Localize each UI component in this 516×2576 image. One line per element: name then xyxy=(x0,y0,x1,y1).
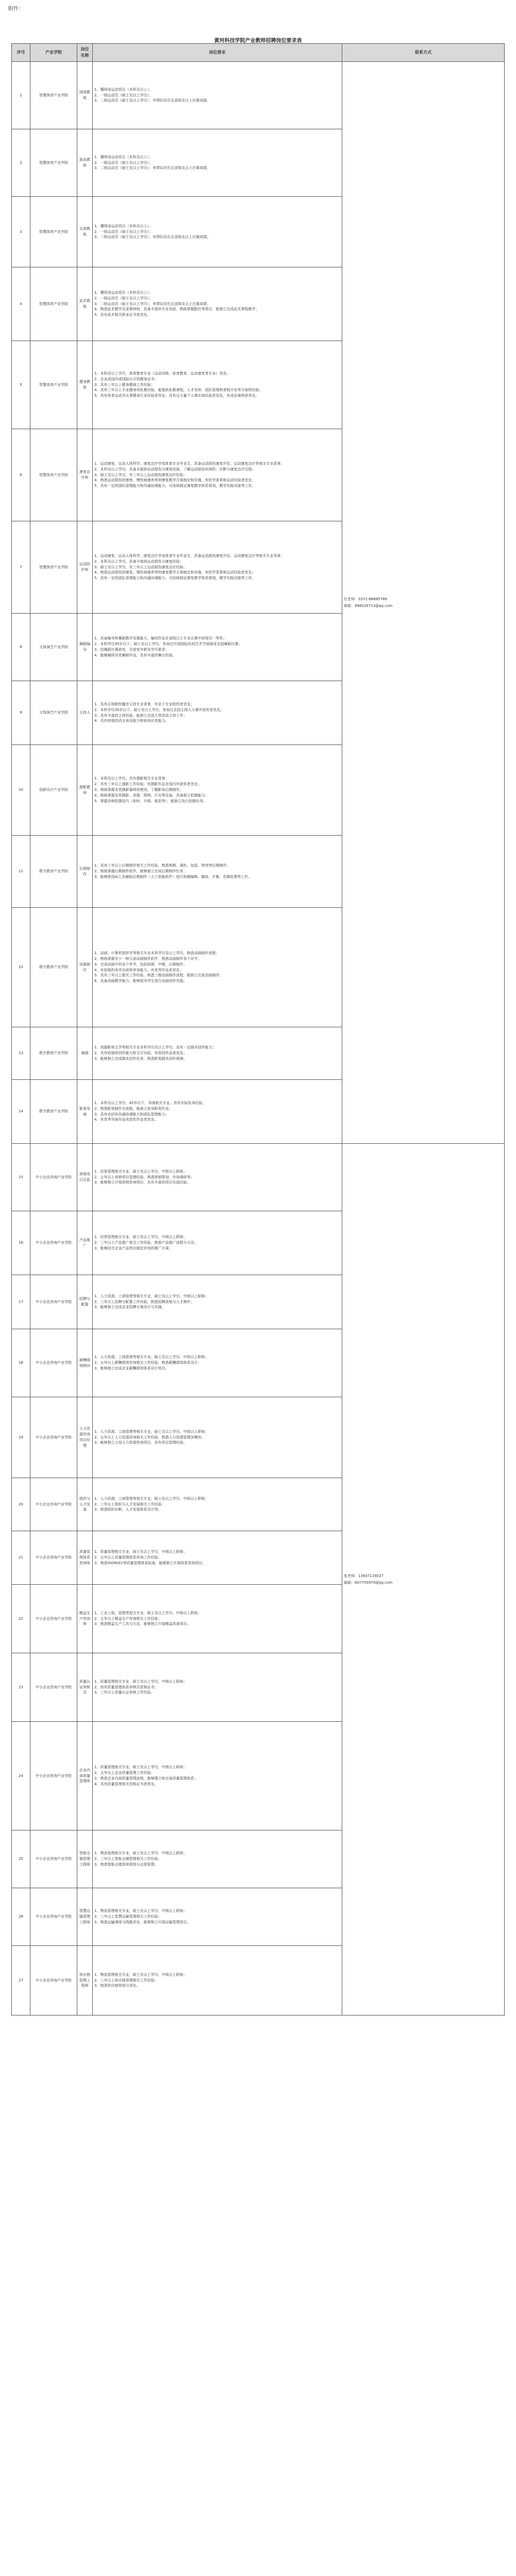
row-seq: 9 xyxy=(12,681,30,745)
row-position-text: 薪酬绩效顾问 xyxy=(79,1358,90,1368)
requirement-line: 1．人力资源、工商管理等相关专业，硕士及以上学历，中级以上职称； xyxy=(94,1429,209,1434)
requirement-line: 3．熟悉智能仓储系统规划与运营管理。 xyxy=(94,1862,158,1867)
requirement-line: 3．二级运动员（硕士及以上学历），有带队经历且省级及以上比赛成绩； xyxy=(94,301,210,306)
requirement-line: 2．本科学历35岁以下，硕士及以上学历，参加过全国主持人大赛并获奖者优先； xyxy=(94,707,224,712)
requirement-line: 2．一级运动员（硕士及以上学历）； xyxy=(94,229,153,234)
row-position xyxy=(77,1653,93,1722)
table-row xyxy=(12,62,505,129)
requirement-line: 4．熟练掌握各类摄影、录像、照明、灯光等设备，具备独立拍摄能力； xyxy=(94,793,209,798)
requirement-line: 2．五年以上薪酬绩效咨询相关工作经验，熟悉薪酬绩效体系设计； xyxy=(94,1361,202,1365)
row-requirements xyxy=(93,836,342,908)
row-position-text: 网球教练 xyxy=(79,90,90,100)
requirement-line: 6．具备动画教学能力，能够指导学生进行动画创作实践。 xyxy=(94,979,187,984)
row-college: 中小企业咨询产业学院 xyxy=(30,1831,77,1888)
row-requirements xyxy=(93,1653,342,1722)
row-seq: 12 xyxy=(12,908,30,1027)
row-requirements xyxy=(93,1831,342,1888)
row-seq: 7 xyxy=(12,521,30,614)
row-position xyxy=(77,1211,93,1275)
header-requirements: 岗位要求 xyxy=(93,44,342,62)
row-position xyxy=(77,521,93,614)
row-position xyxy=(77,745,93,836)
requirement-line: 1．经营管理相关专业，硕士及以上学历，中级以上职称； xyxy=(94,1235,187,1240)
row-position-text: 运动防护师 xyxy=(79,562,90,572)
row-college: 中小企业咨询产业学院 xyxy=(30,1478,77,1531)
row-position-text: 人力资源咨询项目经理 xyxy=(79,1427,90,1448)
requirement-line: 1．人力资源、工商管理等相关专业，硕士及以上学历，中级以上职称； xyxy=(94,1355,209,1360)
row-requirements xyxy=(93,1329,342,1397)
requirement-line: 2．三年以上智能仓储管理相关工作经验； xyxy=(94,1857,162,1861)
row-position-text: 质量认证审核员 xyxy=(79,1679,90,1695)
requirement-line: 3．能够独立主持人力资源咨询项目，具有项目管理经验。 xyxy=(94,1440,187,1445)
row-seq: 3 xyxy=(12,197,30,267)
requirement-line: 2．三年以上组织与人才发展相关工作经验； xyxy=(94,1502,165,1506)
requirement-line: 1．本科及以上学历，具有摄影相关专业背景； xyxy=(94,776,169,781)
row-position-text: 组织与人才发展 xyxy=(79,1496,90,1512)
row-position-text: 招聘与配置 xyxy=(79,1297,90,1307)
requirement-line: 2．具有三年以上摄影工作经验，有摄影作品在国内外获奖者优先； xyxy=(94,782,202,787)
row-college: 中小企业咨询产业学院 xyxy=(30,1329,77,1397)
requirement-line: 3．二级运动员（硕士及以上学历），有带队经历且省级及以上比赛成绩。 xyxy=(94,98,210,103)
row-requirements xyxy=(93,429,342,521)
contact-cell xyxy=(342,62,505,1144)
requirement-line: 2．五年以上精益生产咨询相关工作经验； xyxy=(94,1616,162,1621)
row-requirements xyxy=(93,521,342,614)
requirement-line: 3．完成动画中的各个环节，包括前期、中期、后期制作； xyxy=(94,962,187,967)
row-college: 创新设计产业学院 xyxy=(30,745,77,836)
row-college: 智慧体育产业学院 xyxy=(30,129,77,197)
row-position xyxy=(77,1329,93,1397)
row-position xyxy=(77,197,93,267)
row-requirements xyxy=(93,1722,342,1831)
requirement-line: 3．硕士及以上学历，有三年以上运动损伤康复治疗经验； xyxy=(94,565,187,569)
requirement-line: 2．五年以上质量管理体系咨询工作经验； xyxy=(94,1555,162,1560)
requirement-line: 1．运动康复、运动人体科学、康复治疗学或体育专业毕业生，具备运动损伤康复评估、运动康复治疗等相关专业背景； xyxy=(94,461,285,466)
row-position xyxy=(77,341,93,429)
row-position-text: 智慧运输管理工程师 xyxy=(79,1909,90,1924)
row-college: 智慧体育产业学院 xyxy=(30,429,77,521)
requirement-line: 3．熟悉运输调度与线路优化，能够独立开展运输管理项目。 xyxy=(94,1920,191,1924)
requirement-line: 3．熟悉精益生产工具与方法，能够独立开展精益改善项目。 xyxy=(94,1622,191,1626)
row-requirements xyxy=(93,341,342,429)
row-position xyxy=(77,1585,93,1653)
row-seq: 13 xyxy=(12,1027,30,1080)
requirement-line: 1．本科及以上学历，45岁以下，导演相关专业，具有实际执导经验； xyxy=(94,1100,206,1105)
row-position xyxy=(77,1144,93,1211)
row-requirements xyxy=(93,1585,342,1653)
requirement-line: 1．动画、计算机图形学等相关专业本科学历及以上学历，熟悉动画制作流程； xyxy=(94,951,220,955)
requirement-line: 3．能够使用AI工具辅助后期制作（人工智能软件）进行视频编辑、播放、字幕、音频处理等工作。 xyxy=(94,874,252,879)
contact-cell xyxy=(342,1144,505,2015)
requirement-line: 1．人力资源、工商管理等相关专业，硕士及以上学历，中级以上职称； xyxy=(94,1294,209,1298)
requirement-line: 3．二级运动员（硕士及以上学历），有带队经历且省级及以上比赛成绩。 xyxy=(94,166,210,171)
row-seq: 14 xyxy=(12,1080,30,1144)
requirement-line: 5．具有体育运动员从事健身行业经验者优先；具有过大量个人课实战经验者优先，有成功案例者优先。 xyxy=(94,394,259,398)
requirement-line: 2．一级运动员（硕士及以上学历）； xyxy=(94,93,153,97)
requirement-line: 5．具有一定的团队管理能力和沟通协调能力，可协助制定康复教学体系规划，教学实践对接等工作。 xyxy=(94,576,256,581)
row-position xyxy=(77,1397,93,1478)
row-college: 智慧体育产业学院 xyxy=(30,62,77,129)
row-requirements xyxy=(93,908,342,1027)
requirement-line: 1．运动康复、运动人体科学、康复治疗学或体育专业毕业生，具备运动损伤康复评估、运动康复治疗等相关专业背景； xyxy=(94,553,285,558)
requirement-line: 2．五年以上人力资源咨询相关工作经验，熟悉人力资源管理各模块； xyxy=(94,1435,205,1439)
row-position xyxy=(77,1531,93,1585)
row-college: 中小企业咨询产业学院 xyxy=(30,1397,77,1478)
row-position-text: 供应链管理工程师 xyxy=(79,1972,90,1988)
requirement-line: 3．能够独立完成剧本创作任务，熟悉影视剧本创作规律。 xyxy=(94,1056,187,1061)
row-college: 智慧体育产业学院 xyxy=(30,197,77,267)
row-seq: 23 xyxy=(12,1653,30,1722)
requirement-line: 3．三年以上质量认证审核工作经验。 xyxy=(94,1690,155,1695)
header-college: 产业学院 xyxy=(30,44,77,62)
requirement-line: 4．熟悉运动损伤的康复、慢性病康养等的康复教学方案制定和实施，有医学背景和运动经验者优先； xyxy=(94,570,256,575)
requirement-line: 2．一级运动员（硕士及以上学历）； xyxy=(94,160,153,165)
row-requirements xyxy=(93,1080,342,1144)
requirement-line: 1．质量管理相关专业，硕士及以上学历，中级以上职称； xyxy=(94,1765,187,1770)
requirement-line: 2．本科及以上学历，具备丰富的运动损伤与康复经验，了解运动损伤的预防、诊断与康复治疗过程； xyxy=(94,467,256,471)
attachment-label: 附件： xyxy=(8,6,24,12)
requirement-line: 2．三年以上招聘与配置工作经验，熟悉招聘流程与人才测评； xyxy=(94,1299,194,1304)
requirement-line: 2．三年以上产品推广相关工作经验，熟悉产品推广流程与方法； xyxy=(94,1241,198,1245)
requirement-line: 3．具有丰富的主持经验，能独立完成大型活动主持工作； xyxy=(94,713,187,718)
row-requirements xyxy=(93,267,342,341)
requirement-line: 2．一级运动员（硕士及以上学历）； xyxy=(94,296,153,300)
row-college: 中小企业咨询产业学院 xyxy=(30,1275,77,1329)
row-position-text: 摄影教师 xyxy=(79,785,90,795)
row-position-text: 康复治疗师 xyxy=(79,470,90,480)
row-college: 中小企业咨询产业学院 xyxy=(30,1585,77,1653)
requirement-line: 2．熟练掌握后期制作软件，能够独立完成后期制作任务； xyxy=(94,869,187,874)
row-college: 中小企业咨询产业学院 xyxy=(30,1211,77,1275)
row-college: 文体演艺产业学院 xyxy=(30,614,77,681)
requirement-line: 2．本科学历35岁以下，硕士及以上学历，参加过中国国际民间艺术节展演或全国舞蹈比赛； xyxy=(94,642,242,647)
requirement-line: 3．熟悉组织诊断、人才发展体系设计等。 xyxy=(94,1507,162,1512)
requirement-line: 3．具有良好的沟通协调能力和团队管理能力； xyxy=(94,1112,169,1116)
row-seq: 24 xyxy=(12,1722,30,1831)
requirement-line: 1．具备编导和舞蹈教学双重能力，编创作品在省级以上专业比赛中获得过一等奖； xyxy=(94,636,227,641)
requirement-line: 1．具有正规院校播音主持专业背景，毕业于专业院校者优先； xyxy=(94,702,194,706)
requirement-line: 2．企业或国内或国际认可的健身证书； xyxy=(94,377,158,381)
row-position-text: 影视导演 xyxy=(79,1106,90,1116)
requirement-line: 2．持有质量管理体系审核员资格证书； xyxy=(94,1685,158,1689)
requirement-line: 4．熟悉武术教学及竞赛规则，具备丰富的专业功底，熟练掌握散打等项目，能独立完成武术课程教学； xyxy=(94,307,259,312)
row-requirements xyxy=(93,1946,342,2015)
row-seq: 8 xyxy=(12,614,30,681)
contact-phone: 张老师：13937119027 xyxy=(344,1573,384,1578)
row-seq: 22 xyxy=(12,1585,30,1653)
requirement-line: 1．经营管理相关专业，硕士及以上学历，中级以上职称； xyxy=(94,1169,187,1174)
requirement-line: 1．懂得该运动项目（本科及以上）； xyxy=(94,155,153,159)
row-position-text: 游泳教练 xyxy=(79,158,90,167)
requirement-line: 3．因舞蹈比赛获奖，可放宽年龄及学历要求； xyxy=(94,648,169,652)
contact-email[interactable]: 邮箱：898029713@qq.com xyxy=(344,603,393,608)
row-seq: 5 xyxy=(12,341,30,429)
contact-email[interactable]: 邮箱：807755970@qq.com xyxy=(344,1580,393,1585)
table-row xyxy=(12,1144,505,1211)
requirement-line: 4．具有三年以上专业健身房私教经验，能提供私教课程，人才培养，团队管理和课程开发等方面的经验； xyxy=(94,388,263,393)
row-position-text: 主持人 xyxy=(79,710,90,715)
requirement-line: 1．质量管理相关专业，硕士及以上学历，中级以上职称； xyxy=(94,1550,187,1554)
row-seq: 15 xyxy=(12,1144,30,1211)
requirement-line: 2．五年以上营销项目管理经验，熟悉营销策划、市场调研等； xyxy=(94,1175,194,1179)
row-requirements xyxy=(93,1211,342,1275)
requirement-line: 1．物流管理相关专业，硕士及以上学历，中级以上职称； xyxy=(94,1972,187,1977)
row-position-text: 编剧 xyxy=(81,1051,89,1056)
row-seq: 21 xyxy=(12,1531,30,1585)
row-college: 智慧体育产业学院 xyxy=(30,521,77,614)
row-position-text: 舞蹈编导 xyxy=(79,642,90,652)
row-position xyxy=(77,1831,93,1888)
requirement-line: 1．懂得该运动项目（本科及以上）； xyxy=(94,290,153,295)
requirement-line: 1．人力资源、工商管理等相关专业，硕士及以上学历，中级以上职称； xyxy=(94,1496,209,1501)
row-requirements xyxy=(93,197,342,267)
requirement-line: 2．三年以上智慧运输管理相关工作经验； xyxy=(94,1914,162,1919)
requirement-line: 1．工业工程、管理类相关专业，硕士及以上学历，中级以上职称； xyxy=(94,1611,202,1615)
requirement-line: 1．戏剧影视文学等相关专业本科学历及以上学历，具有一定剧本创作能力； xyxy=(94,1045,216,1050)
requirement-line: 1．本科及以上学历，体育教育专业（运动训练、体育教育、运动康复等专业）优先； xyxy=(94,371,230,376)
row-seq: 10 xyxy=(12,745,30,836)
row-position-text: 产品推广 xyxy=(79,1238,90,1248)
row-position xyxy=(77,267,93,341)
row-position xyxy=(77,1027,93,1080)
row-college: 数字教育产业学院 xyxy=(30,1080,77,1144)
requirement-line: 1．质量管理相关专业，硕士及以上学历，中级以上职称； xyxy=(94,1679,187,1684)
row-position xyxy=(77,614,93,681)
row-seq: 26 xyxy=(12,1888,30,1946)
requirement-line: 5．具有一定的团队管理能力和沟通协调能力，可协助制定康复教学体系规划，教学实践对接等工作。 xyxy=(94,484,256,488)
row-college: 中小企业咨询产业学院 xyxy=(30,1531,77,1585)
row-seq: 20 xyxy=(12,1478,30,1531)
requirement-line: 3．熟悉企业内部质量管理流程，能够建立和完善质量管理体系； xyxy=(94,1776,198,1781)
requirement-line: 2．熟悉影视制作全流程，能独立执导影视作品； xyxy=(94,1106,173,1111)
header-position: 岗位名称 xyxy=(77,44,93,62)
row-college: 中小企业咨询产业学院 xyxy=(30,1653,77,1722)
requirement-line: 3．能够独立开展营销咨询项目，具有丰富的项目实战经验。 xyxy=(94,1180,191,1185)
requirement-line: 3．能够独立完成企业薪酬绩效体系设计项目。 xyxy=(94,1366,169,1370)
row-position xyxy=(77,1275,93,1329)
row-requirements xyxy=(93,1397,342,1478)
requirement-line: 1．懂得该运动项目（本科及以上）； xyxy=(94,224,153,228)
requirement-line: 3．熟悉ISO9001等质量管理体系标准，能够独立开展体系咨询项目。 xyxy=(94,1561,206,1565)
row-position-text: 企业内部质量管理师 xyxy=(79,1768,90,1784)
row-position-text: 武术教练 xyxy=(79,299,90,309)
contact-block xyxy=(344,1573,503,1586)
row-requirements xyxy=(93,681,342,745)
row-seq: 17 xyxy=(12,1275,30,1329)
row-position xyxy=(77,908,93,1027)
requirement-line: 3．二级运动员（硕士及以上学历），有带队经历且省级及以上比赛成绩。 xyxy=(94,235,210,240)
requirement-line: 1．懂得该运动项目（本科及以上）； xyxy=(94,87,153,92)
row-position-text: 足球教练 xyxy=(79,227,90,236)
requirement-line: 3．熟悉供应链规划与优化。 xyxy=(94,1984,140,1988)
row-seq: 18 xyxy=(12,1329,30,1397)
row-position xyxy=(77,1888,93,1946)
row-college: 文体演艺产业学院 xyxy=(30,681,77,745)
row-position xyxy=(77,1478,93,1531)
requirement-line: 2．本科及以上学历，具备丰富的运动损伤与康复经验； xyxy=(94,559,184,564)
table-header-row xyxy=(12,44,505,62)
requirement-line: 5．具有武术相关职业证书者优先。 xyxy=(94,313,151,317)
requirement-line: 5．掌握各种拍摄技巧（如时、升格、航拍等），能独立执行拍摄任务。 xyxy=(94,799,207,803)
table-body xyxy=(12,62,505,2015)
row-requirements xyxy=(93,1531,342,1585)
requirement-line: 1．具有三年以上后期制作相关工作经验，熟悉剪辑、调色、包装、特效等后期制作； xyxy=(94,863,230,868)
row-requirements xyxy=(93,129,342,197)
document-title: 黄河科技学院产业教师招聘岗位要求表 xyxy=(214,38,302,44)
row-position xyxy=(77,1080,93,1144)
row-seq: 4 xyxy=(12,267,30,341)
row-position-text: 后期制作 xyxy=(79,866,90,876)
row-requirements xyxy=(93,745,342,836)
row-seq: 2 xyxy=(12,129,30,197)
row-position-text: 健身教练 xyxy=(79,380,90,389)
row-position xyxy=(77,62,93,129)
row-college: 中小企业咨询产业学院 xyxy=(30,1722,77,1831)
requirement-line: 4．具有质量管理相关资格证书者优先。 xyxy=(94,1782,158,1786)
requirement-line: 3．熟练掌握各类摄影器材的使用，了解影视后期制作； xyxy=(94,788,184,792)
row-position xyxy=(77,1946,93,2015)
row-seq: 19 xyxy=(12,1397,30,1478)
contact-phone: 任老师：0371-88885788 xyxy=(344,597,387,601)
row-requirements xyxy=(93,614,342,681)
row-seq: 27 xyxy=(12,1946,30,2015)
row-position-text: 动画制作 xyxy=(79,962,90,972)
row-requirements xyxy=(93,1275,342,1329)
row-position xyxy=(77,129,93,197)
requirement-line: 2．熟练掌握至少一种主流动画制作软件，熟悉动画制作各个环节； xyxy=(94,956,202,961)
row-college: 智慧体育产业学院 xyxy=(30,341,77,429)
row-position-text: 质量管理体系咨询师 xyxy=(79,1550,90,1565)
row-seq: 11 xyxy=(12,836,30,908)
header-contact: 联系方式 xyxy=(342,44,505,62)
row-college: 数字教育产业学院 xyxy=(30,1027,77,1080)
row-requirements xyxy=(93,1478,342,1531)
requirement-line: 4．熟悉运动损伤的康复、慢性病康养等的康复教学方案制定和实施，有医学背景和运动经验者优先； xyxy=(94,478,256,483)
row-seq: 1 xyxy=(12,62,30,129)
requirement-line: 1．物流管理相关专业，硕士及以上学历，中级以上职称； xyxy=(94,1851,187,1856)
row-requirements xyxy=(93,1888,342,1946)
requirement-line: 4．有优秀导演作品或获奖作品者优先。 xyxy=(94,1117,158,1122)
requirement-line: 4．能够编排各类舞蹈作品，具有丰富的舞台经验。 xyxy=(94,653,176,657)
row-position-text: 精益生产咨询师 xyxy=(79,1611,90,1626)
row-college: 中小企业咨询产业学院 xyxy=(30,1888,77,1946)
requirement-line: 3．能够独立完成企业招聘方案设计与实施。 xyxy=(94,1305,165,1310)
row-position xyxy=(77,836,93,908)
row-college: 中小企业咨询产业学院 xyxy=(30,1946,77,2015)
row-college: 数字教育产业学院 xyxy=(30,908,77,1027)
row-position xyxy=(77,681,93,745)
row-seq: 16 xyxy=(12,1211,30,1275)
requirement-line: 2．五年以上企业质量管理工作经验； xyxy=(94,1771,155,1775)
row-position-text: 智能仓储管理工程师 xyxy=(79,1851,90,1867)
requirement-line: 2．具有较强的创作能力和文字功底，有原创作品者优先； xyxy=(94,1051,187,1056)
requirement-line: 1．物流管理相关专业，硕士及以上学历，中级以上职称； xyxy=(94,1909,187,1913)
requirement-line: 4．有较强的美术功底和审美能力，有优秀作品者优先； xyxy=(94,968,184,972)
requirement-line: 2．三年以上供应链管理相关工作经验； xyxy=(94,1978,158,1982)
requirement-line: 4．具有较强的语言表达能力和临场应变能力。 xyxy=(94,719,169,723)
requirement-line: 3．能够结合企业产品特点制定有效的推广方案。 xyxy=(94,1246,173,1250)
row-college: 智慧体育产业学院 xyxy=(30,267,77,341)
requirement-line: 3．具有三年以上健身教练工作经验； xyxy=(94,382,155,387)
row-position xyxy=(77,429,93,521)
positions-table xyxy=(11,43,505,2015)
row-requirements xyxy=(93,1144,342,1211)
row-seq: 25 xyxy=(12,1831,30,1888)
header-seq: 序号 xyxy=(12,44,30,62)
requirement-line: 5．具有三年以上相关工作经验，熟悉三维动画制作流程，能独立完成动画制作； xyxy=(94,973,223,978)
requirement-line: 3．硕士及以上学历，有三年以上运动损伤康复治疗经验； xyxy=(94,472,187,477)
row-position-text: 营销项目总监 xyxy=(79,1172,90,1182)
row-requirements xyxy=(93,62,342,129)
row-requirements xyxy=(93,1027,342,1080)
row-college: 数字教育产业学院 xyxy=(30,836,77,908)
row-seq: 6 xyxy=(12,429,30,521)
row-position xyxy=(77,1722,93,1831)
row-college: 中小企业咨询产业学院 xyxy=(30,1144,77,1211)
contact-block xyxy=(344,596,503,609)
